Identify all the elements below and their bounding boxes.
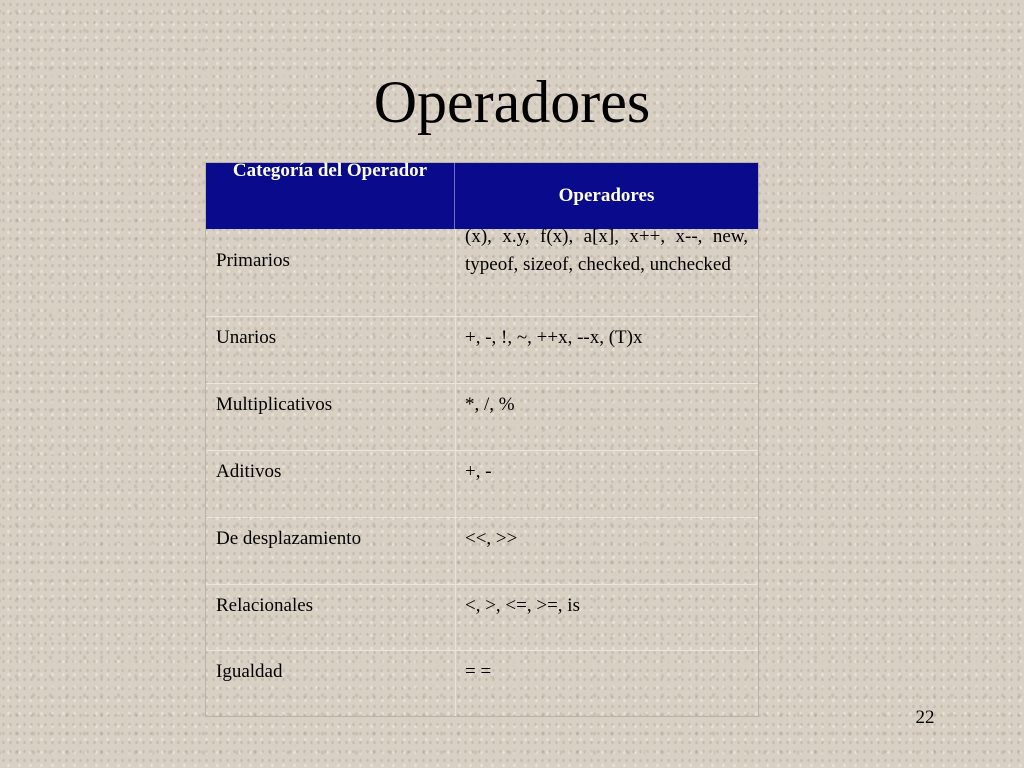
- operators-cell: *, /, %: [465, 394, 515, 415]
- operators-cell: = =: [465, 661, 492, 682]
- operators-cell: (x), x.y, f(x), a[x], x++, x--, new, typeof, sizeof, checked, unchecked: [465, 226, 748, 275]
- category-cell: Aditivos: [216, 461, 282, 482]
- operators-cell: <, >, <=, >=, is: [465, 595, 580, 616]
- category-cell: De desplazamiento: [216, 528, 362, 549]
- category-cell: Relacionales: [216, 595, 314, 616]
- header-operators: [455, 163, 758, 229]
- table-row: [206, 316, 758, 384]
- category-cell: Unarios: [216, 327, 277, 348]
- table-row: [206, 584, 758, 651]
- category-cell: Multiplicativos: [216, 394, 333, 415]
- page-number: 22: [915, 707, 935, 728]
- slide-title: Operadores: [373, 69, 651, 135]
- operators-cell: <<, >>: [465, 528, 518, 549]
- table-row: [206, 226, 758, 316]
- header-category-label: Categoría del Operador: [232, 160, 428, 181]
- table-header: [206, 160, 758, 229]
- table-row: [206, 383, 758, 451]
- category-cell: Primarios: [216, 250, 290, 271]
- table-row: [206, 650, 758, 717]
- operators-cell: +, -, !, ~, ++x, --x, (T)x: [465, 327, 643, 348]
- operators-table: [205, 162, 759, 717]
- header-operators-label: Operadores: [558, 185, 655, 206]
- header-category: [206, 160, 455, 229]
- table-row: [206, 517, 758, 585]
- category-cell: Igualdad: [216, 661, 283, 682]
- operators-cell: +, -: [465, 461, 492, 482]
- table-row: [206, 450, 758, 518]
